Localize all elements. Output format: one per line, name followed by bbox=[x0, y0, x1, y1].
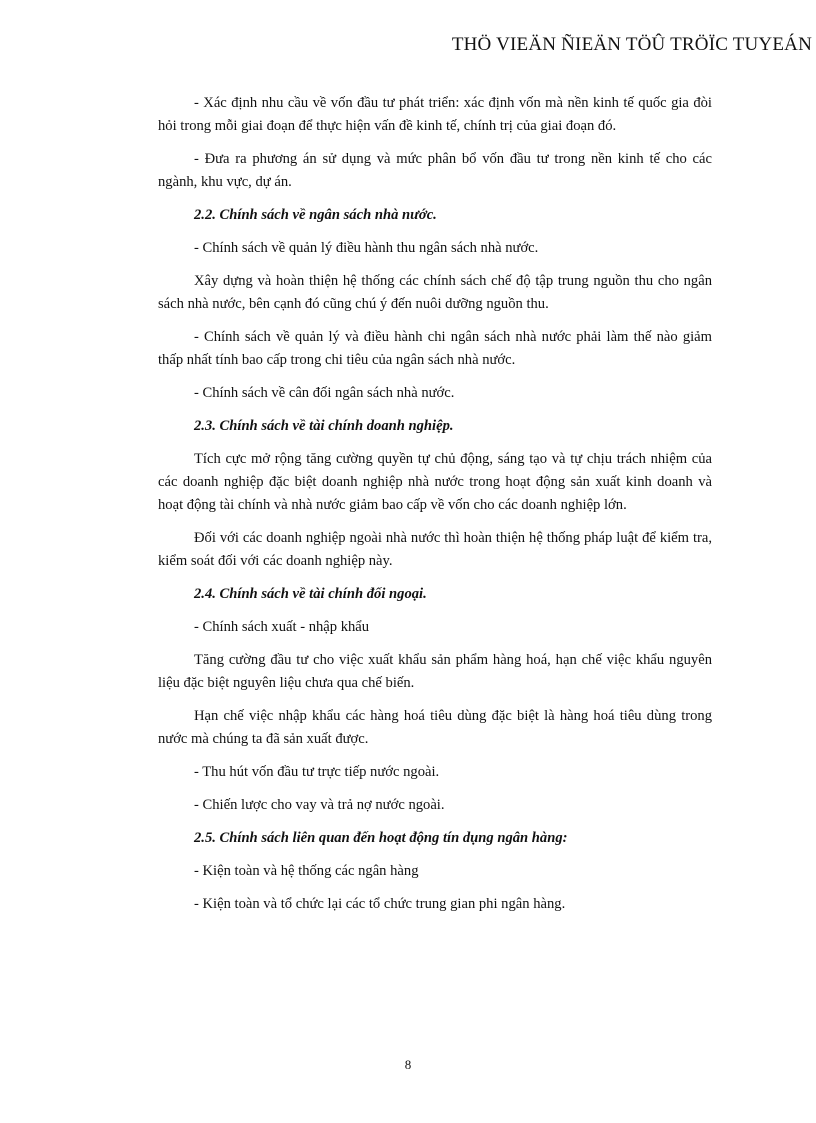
paragraph: Xây dựng và hoàn thiện hệ thống các chính sách chế độ tập trung nguồn thu cho ngân sách nhà nước, bên cạnh đó cũng chú ý đến nuôi dưỡng nguồn thu. bbox=[158, 273, 712, 312]
page-number: 8 bbox=[404, 1057, 412, 1072]
running-header: THÖ VIEÄN ÑIEÄN TÖÛ TRÖÏC TUYEÁN bbox=[451, 34, 812, 55]
paragraph: - Xác định nhu cầu về vốn đầu tư phát triển: xác định vốn mà nền kinh tế quốc gia đòi hỏi trong mỗi giai đoạn để thực hiện vấn đề kinh tế, chính trị của giai đoạn đó. bbox=[158, 95, 712, 134]
paragraph: Hạn chế việc nhập khẩu các hàng hoá tiêu dùng đặc biệt là hàng hoá tiêu dùng trong nước mà chúng ta đã sản xuất được. bbox=[158, 708, 712, 747]
document-body bbox=[158, 92, 712, 926]
section-heading: 2.5. Chính sách liên quan đến hoạt động tín dụng ngân hàng: bbox=[194, 830, 568, 846]
paragraph: Tích cực mở rộng tăng cường quyền tự chủ động, sáng tạo và tự chịu trách nhiệm của các doanh nghiệp đặc biệt doanh nghiệp nhà nước trong hoạt động sản xuất kinh doanh và hoạt động tài chính và nhà nước giảm bao cấp về vốn cho các doanh nghiệp lớn. bbox=[158, 451, 712, 513]
paragraph: - Kiện toàn và hệ thống các ngân hàng bbox=[194, 863, 419, 879]
paragraph: Đối với các doanh nghiệp ngoài nhà nước thì hoàn thiện hệ thống pháp luật để kiểm tra, kiểm soát đối với các doanh nghiệp này. bbox=[158, 530, 712, 569]
paragraph: - Chính sách xuất - nhập khẩu bbox=[194, 619, 370, 635]
paragraph: - Đưa ra phương án sử dụng và mức phân bổ vốn đầu tư trong nền kinh tế cho các ngành, khu vực, dự án. bbox=[158, 151, 712, 190]
paragraph: - Kiện toàn và tổ chức lại các tổ chức trung gian phi ngân hàng. bbox=[194, 896, 566, 912]
paragraph: - Chính sách về cân đối ngân sách nhà nước. bbox=[194, 385, 455, 401]
paragraph: - Chính sách về quản lý và điều hành chi ngân sách nhà nước phải làm thế nào giảm thấp nhất tính bao cấp trong chi tiêu của ngân sách nhà nước. bbox=[158, 329, 712, 368]
paragraph: - Chính sách về quản lý điều hành thu ngân sách nhà nước. bbox=[194, 240, 539, 256]
paragraph: - Chiến lược cho vay và trả nợ nước ngoài. bbox=[194, 797, 445, 813]
section-heading: 2.2. Chính sách về ngân sách nhà nước. bbox=[194, 207, 437, 223]
paragraph: Tăng cường đầu tư cho việc xuất khẩu sản phẩm hàng hoá, hạn chế việc khẩu nguyên liệu đặc biệt nguyên liệu chưa qua chế biến. bbox=[158, 652, 712, 691]
section-heading: 2.3. Chính sách về tài chính doanh nghiệp. bbox=[194, 418, 454, 434]
section-heading: 2.4. Chính sách về tài chính đối ngoại. bbox=[194, 586, 427, 602]
paragraph: - Thu hút vốn đầu tư trực tiếp nước ngoài. bbox=[194, 764, 440, 780]
